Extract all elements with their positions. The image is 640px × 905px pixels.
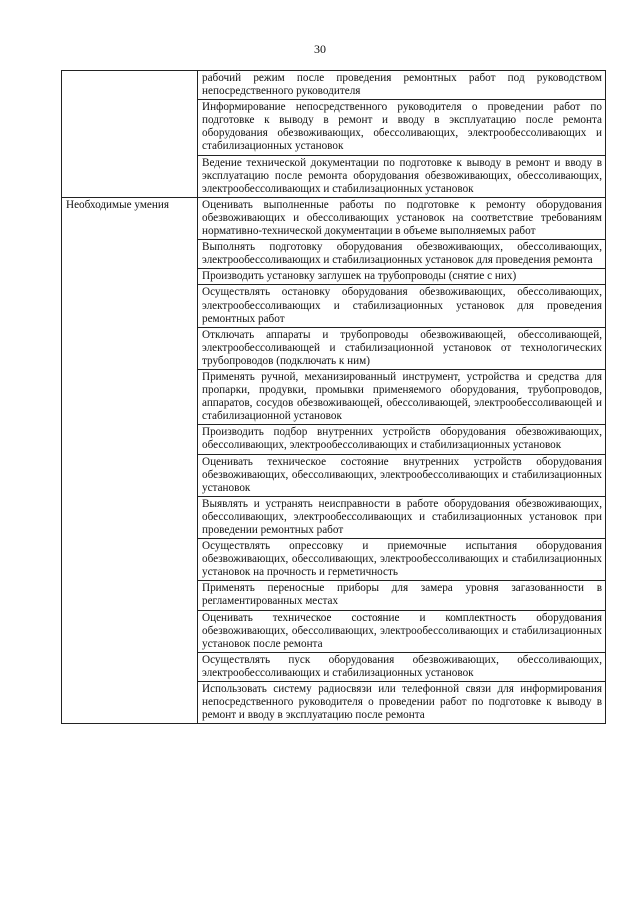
table-cell: Применять переносные приборы для замера уровня загазованности в регламентированных местах <box>198 581 606 610</box>
table-row <box>62 197 606 239</box>
table-cell: Выявлять и устранять неисправности в работе оборудования обезвоживающих, обессоливающих, электрообессоливающих и стабилизационных установок при проведении ремонтных работ <box>198 496 606 538</box>
requirements-table <box>61 70 606 724</box>
table-row <box>62 71 606 100</box>
table-cell: Использовать систему радиосвязи или телефонной связи для информирования непосредственного руководителя о проведении работ по подготовке к выводу в ремонт и вводу в эксплуатацию после ремонта <box>198 682 606 724</box>
table-cell: Оценивать техническое состояние внутренних устройств оборудования обезвоживающих, обессоливающих, электрообессоливающих и стабилизационных установок <box>198 454 606 496</box>
skills-label: Необходимые умения <box>62 197 198 723</box>
table-cell: Оценивать техническое состояние и комплектность оборудования обезвоживающих, обессоливающих, электрообессоливающих и стабилизационных установок после ремонта <box>198 610 606 652</box>
table-cell: Применять ручной, механизированный инструмент, устройства и средства для пропарки, продувки, промывки применяемого оборудования, трубопроводов, аппаратов, сосудов обезвоживающей, обессоливающей, электрообессоливающей и стабилизационной установок <box>198 369 606 424</box>
table-cell: Осуществлять остановку оборудования обезвоживающих, обессоливающих, электрообессоливающих и стабилизационных установок для проведения ремонтных работ <box>198 285 606 327</box>
table-cell: Производить подбор внутренних устройств оборудования обезвоживающих, обессоливающих, электрообессоливающих и стабилизационных установок <box>198 425 606 454</box>
table-cell: Отключать аппараты и трубопроводы обезвоживающей, обессоливающей, электрообессоливающей и стабилизационной установок от технологических трубопроводов (подключать к ним) <box>198 327 606 369</box>
table-cell: Осуществлять опрессовку и приемочные испытания оборудования обезвоживающих, обессоливающих, электрообессоливающих и стабилизационных установок на прочность и герметичность <box>198 539 606 581</box>
table-cell: Выполнять подготовку оборудования обезвоживающих, обессоливающих, электрообессоливающих и стабилизационных установок для проведения ремонта <box>198 240 606 269</box>
table-cell: Ведение технической документации по подготовке к выводу в ремонт и вводу в эксплуатацию после ремонта оборудования обезвоживающих, обессоливающих, электрообессоливающих и стабилизационных установок <box>198 155 606 197</box>
page-number: 30 <box>314 42 326 56</box>
table-cell: рабочий режим после проведения ремонтных работ под руководством непосредственного руководителя <box>198 71 606 100</box>
table-cell: Производить установку заглушек на трубопроводы (снятие с них) <box>198 269 606 285</box>
label-cell-empty <box>62 71 198 198</box>
table-cell: Осуществлять пуск оборудования обезвоживающих, обессоливающих, электрообессоливающих и стабилизационных установок <box>198 652 606 681</box>
table-cell: Информирование непосредственного руководителя о проведении работ по подготовке к выводу в ремонт и вводу в эксплуатацию после ремонта оборудования обезвоживающих, обессоливающих, электрообессоливающих и стабилизационных установок <box>198 100 606 155</box>
table-cell: Оценивать выполненные работы по подготовке к ремонту оборудования обезвоживающих и обессоливающих установок на соответствие требованиям нормативно-технической документации в объеме выполняемых работ <box>198 197 606 239</box>
